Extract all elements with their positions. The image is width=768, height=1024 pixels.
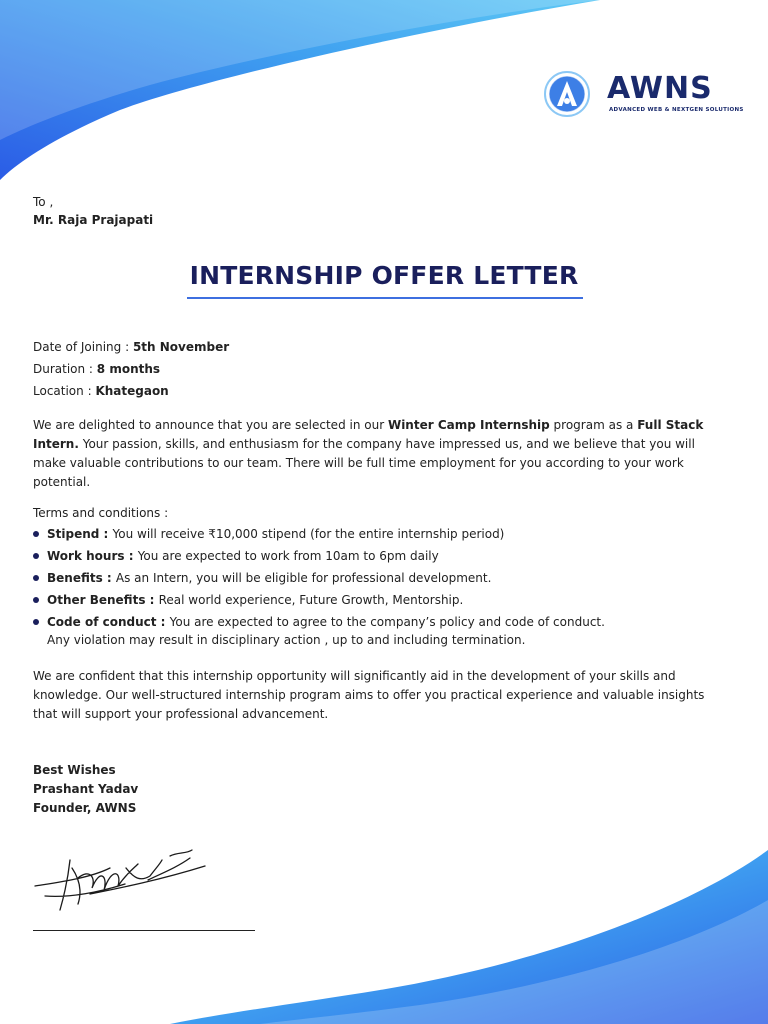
terms-heading: Terms and conditions :	[33, 506, 169, 520]
term-label: Code of conduct :	[47, 615, 170, 629]
term-text: You are expected to work from 10am to 6pm daily	[137, 549, 439, 563]
term-work-hours	[33, 547, 733, 565]
location-value: Khategaon	[95, 384, 169, 398]
term-label: Other Benefits :	[47, 593, 159, 607]
program-name: Winter Camp Internship	[387, 418, 550, 432]
term-label: Work hours :	[47, 549, 138, 563]
term-other-benefits	[33, 591, 733, 609]
term-label: Benefits :	[47, 571, 116, 585]
handwritten-signature	[30, 838, 210, 918]
term-benefits	[33, 569, 733, 587]
term-text: You will receive ₹10,000 stipend (for the entire internship period)	[112, 527, 505, 541]
term-text: Real world experience, Future Growth, Mentorship.	[158, 593, 464, 607]
to-label: To ,	[33, 195, 54, 209]
logo-tagline: ADVANCED WEB & NEXTGEN SOLUTIONS	[609, 107, 744, 113]
closing-paragraph: We are confident that this internship opportunity will significantly aid in the development of your skills and knowledge. Our well-structured internship program aims to offer you practical experience and valuable insights that will support your professional advancement.	[33, 669, 705, 721]
logo-mark-icon	[543, 70, 599, 126]
term-stipend	[33, 525, 733, 543]
duration	[33, 362, 160, 376]
joining-date-label: Date of Joining :	[33, 340, 133, 354]
intro-paragraph	[33, 416, 723, 492]
title-underline	[187, 297, 583, 299]
page-title: INTERNSHIP OFFER LETTER	[189, 261, 579, 290]
signatory-position: Founder, AWNS	[33, 801, 137, 815]
term-text: You are expected to agree to the company’s policy and code of conduct. Any violation may result in disciplinary action , up to and including termination.	[47, 615, 605, 647]
joining-date-value: 5th November	[132, 340, 230, 354]
best-wishes: Best Wishes	[33, 763, 116, 777]
company-logo	[543, 70, 743, 120]
logo-wordmark: AWNS	[607, 71, 713, 106]
intro-text-3: Your passion, skills, and enthusiasm for the company have impressed us, and we believe that you will make valuable contributions to our team. There will be full time employment for you according to your work potential.	[33, 437, 695, 489]
term-label: Stipend :	[47, 527, 113, 541]
location	[33, 384, 169, 398]
duration-label: Duration :	[33, 362, 97, 376]
signatory-name: Prashant Yadav	[33, 782, 139, 796]
terms-list	[33, 525, 733, 653]
recipient-name: Mr. Raja Prajapati	[33, 213, 154, 227]
intro-text-1: We are delighted to announce that you are selected in our	[33, 418, 388, 432]
joining-date	[33, 340, 229, 354]
location-label: Location :	[33, 384, 96, 398]
role-name: Full Stack Intern.	[33, 418, 704, 451]
term-code-of-conduct	[33, 613, 607, 649]
signature-line	[33, 930, 255, 931]
duration-value: 8 months	[96, 362, 161, 376]
intro-text-2: program as a	[549, 418, 638, 432]
term-text: As an Intern, you will be eligible for professional development.	[115, 571, 492, 585]
